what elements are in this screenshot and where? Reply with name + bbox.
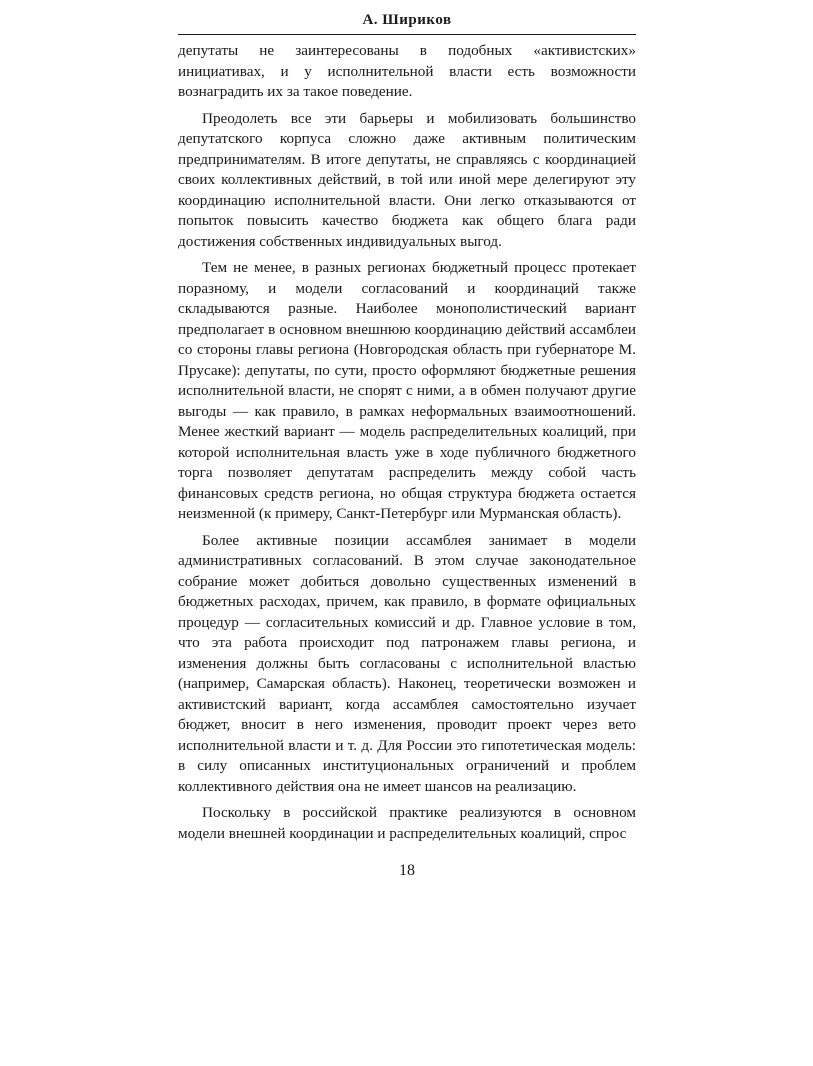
paragraph: Преодолеть все эти барьеры и мобилизовать большинство депутатского корпуса сложно даже активным политическим предпринимателям. В итоге депутаты, не справляясь с координацией своих коллективных действий, в той или иной мере делегируют эту координацию исполнительной власти. Они легко отказываются от попыток повысить качество бюджета как общего блага ради достижения собственных индивидуальных выгод. xyxy=(178,109,636,250)
page-number: 18 xyxy=(399,862,415,879)
paragraph: Более активные позиции ассамблея занимает в модели административных согласований. В этом случае законодательное собрание может добиться довольно существенных изменений в бюджетных расходах, причем, как правило, в формате официальных процедур — согласительных комиссий и др. Главное условие в том, что эта работа происходит под патронажем главы региона, и изменения должны быть согласованы с исполнительной властью (например, Самарская область). Наконец, теоретически возможен и активистский вариант, когда ассамблея самостоятельно изучает бюджет, вносит в него изменения, проводит проект через вето исполнительной власти и т. д. Для России это гипотетическая модель: в силу описанных институциональных ограничений и проблем коллективного действия она не имеет шансов на реализацию. xyxy=(178,531,636,795)
paragraph: Поскольку в российской практике реализуются в основном модели внешней координации и распределительных коалиций, спрос xyxy=(178,804,636,842)
paragraph-continued: депутаты не заинтересованы в подобных «активистских» инициативах, и у исполнительной власти есть возможности вознаградить их за такое поведение. xyxy=(178,42,636,100)
header-rule xyxy=(178,34,636,35)
paragraph: Тем не менее, в разных регионах бюджетный процесс протекает поразному, и модели согласований и координаций также складываются разные. Наиболее монополистический вариант предполагает в основном внешнюю координацию действий ассамблеи со стороны главы региона (Новгородская область при губернаторе М. Прусаке): депутаты, по сути, просто оформляют бюджетные решения исполнительной власти, не спорят с ними, а в обмен получают другие выгоды — как правило, в рамках неформальных взаимоотношений. Менее жесткий вариант — модель распределительных коалиций, при которой исполнительная власть уже в ходе публичного бюджетного торга позволяет депутатам распределить между собой часть финансовых средств региона, но общая структура бюджета остается неизменной (к примеру, Санкт-Петербург или Мурманская область). xyxy=(178,259,636,522)
book-page xyxy=(178,10,636,880)
running-head: А. Шириков xyxy=(362,12,452,28)
body-text xyxy=(178,41,636,844)
